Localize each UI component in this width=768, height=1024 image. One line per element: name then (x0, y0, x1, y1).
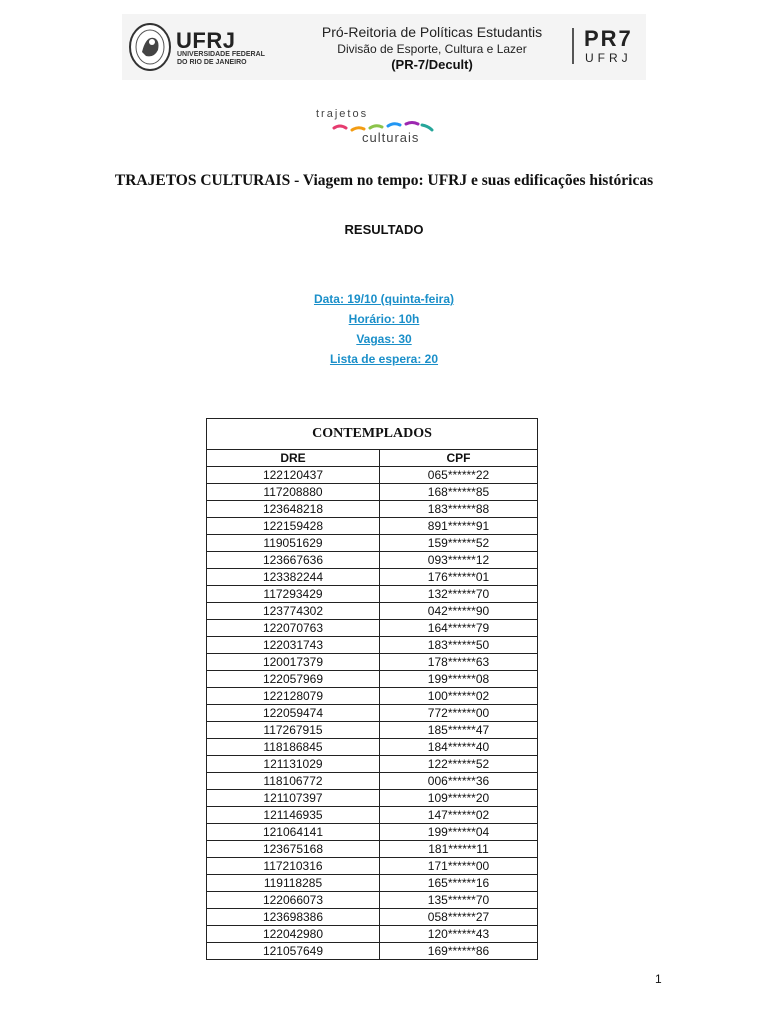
column-header-cpf: CPF (380, 450, 538, 467)
cell-cpf: 168******85 (380, 484, 538, 501)
cell-dre: 121064141 (207, 824, 380, 841)
cell-dre: 121131029 (207, 756, 380, 773)
cell-dre: 121057649 (207, 943, 380, 960)
table-row (207, 637, 537, 654)
cell-cpf: 065******22 (380, 467, 538, 484)
cell-cpf: 164******79 (380, 620, 538, 637)
cell-dre: 117293429 (207, 586, 380, 603)
cell-dre: 119051629 (207, 535, 380, 552)
table-row (207, 569, 537, 586)
cell-cpf: 120******43 (380, 926, 538, 943)
info-time[interactable]: Horário: 10h (348, 312, 420, 326)
cell-dre: 122057969 (207, 671, 380, 688)
cell-dre: 117208880 (207, 484, 380, 501)
cell-dre: 122159428 (207, 518, 380, 535)
cell-cpf: 891******91 (380, 518, 538, 535)
cell-dre: 123675168 (207, 841, 380, 858)
table-row (207, 467, 537, 484)
sigla-label: (PR-7/Decult) (391, 57, 473, 72)
cell-cpf: 185******47 (380, 722, 538, 739)
table-row (207, 790, 537, 807)
table-header-row (207, 450, 537, 467)
cell-cpf: 093******12 (380, 552, 538, 569)
cell-cpf: 772******00 (380, 705, 538, 722)
header-divider (572, 28, 574, 64)
cell-dre: 123648218 (207, 501, 380, 518)
cell-cpf: 183******50 (380, 637, 538, 654)
cell-dre: 119118285 (207, 875, 380, 892)
info-date[interactable]: Data: 19/10 (quinta-feira) (313, 292, 455, 306)
cell-dre: 122066073 (207, 892, 380, 909)
pr7-ufrj-label: UFRJ (585, 51, 632, 65)
cell-dre: 123382244 (207, 569, 380, 586)
table-row (207, 756, 537, 773)
cell-cpf: 184******40 (380, 739, 538, 756)
cell-dre: 122070763 (207, 620, 380, 637)
column-header-dre: DRE (207, 450, 380, 467)
cell-dre: 123698386 (207, 909, 380, 926)
cell-cpf: 176******01 (380, 569, 538, 586)
info-vacancies[interactable]: Vagas: 30 (356, 332, 412, 346)
cell-dre: 122120437 (207, 467, 380, 484)
table-row (207, 501, 537, 518)
table-row (207, 518, 537, 535)
table-row (207, 875, 537, 892)
page-number: 1 (655, 972, 662, 986)
table-row (207, 892, 537, 909)
table-row (207, 535, 537, 552)
cell-cpf: 165******16 (380, 875, 538, 892)
ufrj-wordmark: UFRJ (176, 28, 236, 53)
table-row (207, 552, 537, 569)
page-title: TRAJETOS CULTURAIS - Viagem no tempo: UFRJ e suas edificações históricas (114, 172, 654, 189)
cell-cpf: 178******63 (380, 654, 538, 671)
cell-cpf: 042******90 (380, 603, 538, 620)
cell-cpf: 147******02 (380, 807, 538, 824)
cell-dre: 120017379 (207, 654, 380, 671)
cell-dre: 117210316 (207, 858, 380, 875)
info-waitlist[interactable]: Lista de espera: 20 (329, 352, 439, 366)
ufrj-seal-icon (128, 22, 172, 72)
cell-dre: 121146935 (207, 807, 380, 824)
table-row (207, 620, 537, 637)
cell-cpf: 100******02 (380, 688, 538, 705)
table-row (207, 739, 537, 756)
table-row (207, 807, 537, 824)
table-row (207, 603, 537, 620)
table-row (207, 909, 537, 926)
cell-cpf: 058******27 (380, 909, 538, 926)
trajetos-logo-bottom: culturais (362, 130, 420, 145)
table-row (207, 705, 537, 722)
cell-dre: 117267915 (207, 722, 380, 739)
table-row (207, 858, 537, 875)
cell-dre: 118106772 (207, 773, 380, 790)
cell-cpf: 132******70 (380, 586, 538, 603)
cell-cpf: 169******86 (427, 944, 490, 958)
cell-cpf: 171******00 (380, 858, 538, 875)
cell-cpf: 181******11 (380, 841, 538, 858)
cell-cpf: 199******04 (380, 824, 538, 841)
contemplados-table (206, 418, 538, 960)
table-title: CONTEMPLADOS (207, 419, 537, 450)
cell-cpf: 199******08 (380, 671, 538, 688)
ufrj-subtitle: UNIVERSIDADE FEDERAL DO RIO DE JANEIRO (177, 51, 265, 66)
table-row (207, 654, 537, 671)
table-row (207, 926, 537, 943)
cell-cpf: 109******20 (380, 790, 538, 807)
table-row (207, 671, 537, 688)
cell-dre: 123774302 (207, 603, 380, 620)
table-row (207, 688, 537, 705)
pr7-logo: PR7 (584, 26, 633, 51)
pro-reitoria-title: Pró-Reitoria de Políticas Estudantis (321, 24, 543, 40)
table-row (207, 586, 537, 603)
cell-dre: 122042980 (207, 926, 380, 943)
cell-cpf: 135******70 (380, 892, 538, 909)
table-row (207, 824, 537, 841)
table-row (207, 841, 537, 858)
table-row (207, 943, 537, 960)
table-row (207, 773, 537, 790)
cell-dre: 118186845 (207, 739, 380, 756)
table-row (207, 484, 537, 501)
cell-cpf: 183******88 (380, 501, 538, 518)
cell-dre: 122059474 (207, 705, 380, 722)
cell-dre: 122128079 (207, 688, 380, 705)
cell-cpf: 122******52 (380, 756, 538, 773)
cell-dre: 121107397 (207, 790, 380, 807)
trajetos-logo-top: trajetos (316, 108, 369, 120)
cell-dre: 123667636 (207, 552, 380, 569)
cell-cpf: 006******36 (380, 773, 538, 790)
cell-cpf: 159******52 (380, 535, 538, 552)
cell-dre: 122031743 (207, 637, 380, 654)
result-heading: RESULTADO (344, 222, 424, 237)
divisao-subtitle: Divisão de Esporte, Cultura e Lazer (337, 42, 527, 56)
table-row (207, 722, 537, 739)
